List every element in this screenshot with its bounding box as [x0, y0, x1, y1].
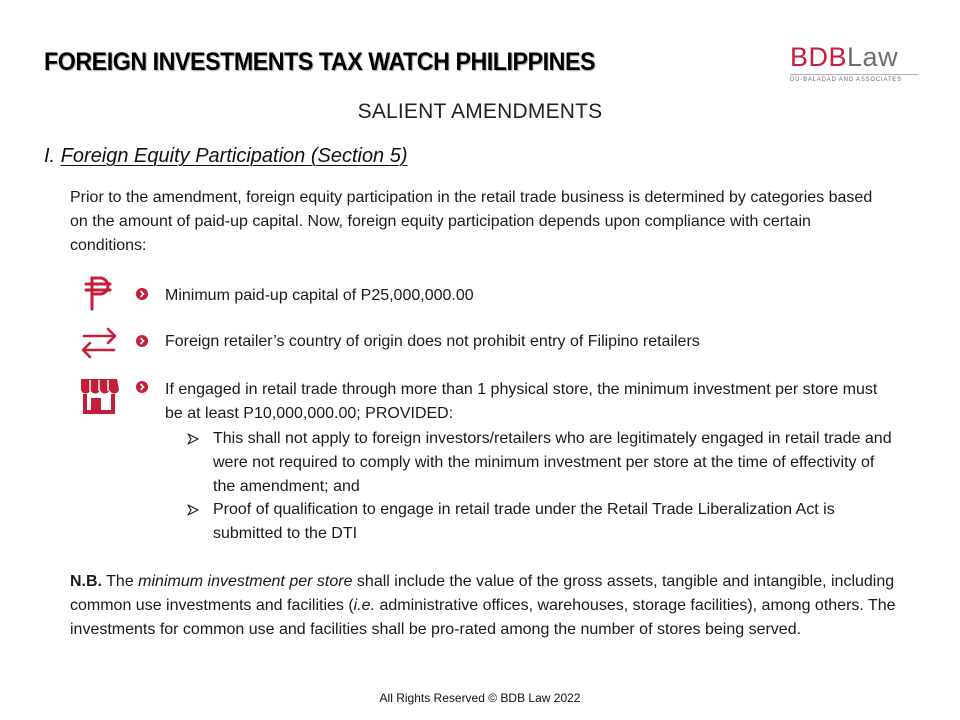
logo-tagline: DU-BALADAD AND ASSOCIATES — [790, 74, 918, 83]
footer-copyright: All Rights Reserved © BDB Law 2022 — [379, 691, 581, 705]
nb-label: N.B. — [70, 573, 102, 590]
condition-text: Foreign retailer’s country of origin does not prohibit entry of Filipino retailers — [165, 333, 700, 350]
bdb-law-logo — [790, 42, 920, 86]
nb-emphasis: i.e. — [353, 597, 376, 614]
peso-sign-icon — [77, 272, 119, 314]
storefront-icon — [78, 374, 120, 416]
slide-subtitle: SALIENT AMENDMENTS — [357, 100, 603, 123]
nb-text: shall include the value of the gross assets, tangible and intangible, including common use investments and facilities ( — [70, 573, 895, 614]
proviso-text: This shall not apply to foreign investors/retailers who are legitimately engaged in retail trade and were not required to comply with the minimum investment per store at the time of effectivity of the amendment; and — [213, 430, 892, 495]
nb-text: The — [102, 573, 139, 590]
nb-emphasis: minimum investment per store — [138, 573, 353, 590]
proviso-text: Proof of qualification to engage in retail trade under the Retail Trade Liberalization Act is submitted to the DTI — [213, 501, 835, 542]
exchange-arrows-icon — [78, 322, 120, 364]
arrow-bullet-icon — [186, 432, 200, 446]
arrow-bullet-icon — [186, 503, 200, 517]
intro-paragraph: Prior to the amendment, foreign equity participation in the retail trade business is determined by categories based on the amount of paid-up capital. Now, foreign equity participation depends upon compliance with certain conditions: — [70, 189, 873, 254]
section-heading — [44, 145, 408, 168]
logo-law: Law — [847, 42, 899, 72]
section-number: I. — [44, 145, 56, 167]
nb-text: administrative offices, warehouses, storage facilities), among others. The investments for common use and facilities shall be pro-rated among the number of stores being served. — [70, 597, 896, 638]
section-heading-text: Foreign Equity Participation (Section 5) — [60, 145, 408, 167]
logo-wordmark — [790, 42, 898, 72]
condition-text: Minimum paid-up capital of P25,000,000.00 — [165, 287, 474, 304]
condition-bullet-icon — [136, 381, 148, 393]
nb-paragraph — [70, 570, 900, 642]
condition-bullet-icon — [136, 288, 148, 300]
logo-bdb: BDB — [790, 42, 848, 72]
condition-text: If engaged in retail trade through more than 1 physical store, the minimum investment per store must be at least P10,000,000.00; PROVIDED: — [165, 381, 878, 422]
page-title: FOREIGN INVESTMENTS TAX WATCH PHILIPPINES — [44, 48, 596, 76]
condition-bullet-icon — [136, 335, 148, 347]
